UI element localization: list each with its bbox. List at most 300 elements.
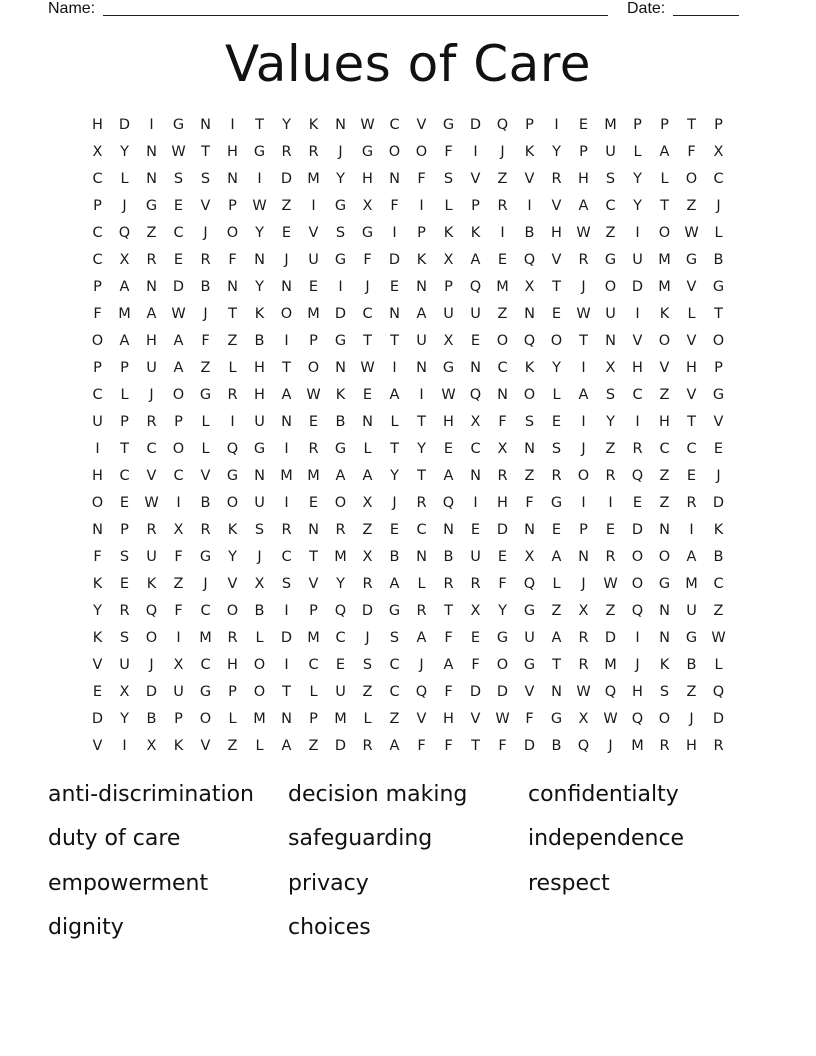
grid-letter: G bbox=[226, 468, 239, 484]
grid-letter: T bbox=[390, 333, 399, 349]
grid-letter: J bbox=[716, 468, 721, 484]
grid-letter: T bbox=[309, 549, 318, 565]
grid-letter: P bbox=[633, 117, 642, 133]
grid-letter: O bbox=[415, 144, 428, 160]
grid-letter: Y bbox=[120, 144, 129, 160]
grid-letter: L bbox=[309, 684, 318, 700]
grid-row bbox=[84, 436, 732, 463]
grid-letter: J bbox=[716, 198, 721, 214]
grid-letter: H bbox=[227, 144, 238, 160]
grid-letter: G bbox=[712, 387, 725, 403]
grid-letter: U bbox=[605, 306, 616, 322]
grid-letter: F bbox=[525, 495, 534, 511]
word-list-item: empowerment bbox=[48, 871, 209, 896]
grid-letter: P bbox=[525, 117, 534, 133]
grid-letter: P bbox=[93, 279, 102, 295]
grid-letter: R bbox=[146, 414, 157, 430]
grid-letter: P bbox=[93, 360, 102, 376]
grid-letter: G bbox=[253, 144, 266, 160]
grid-letter: X bbox=[578, 603, 589, 619]
grid-letter: R bbox=[605, 549, 616, 565]
grid-letter: S bbox=[362, 657, 373, 673]
grid-letter: L bbox=[201, 414, 210, 430]
grid-letter: T bbox=[714, 306, 723, 322]
grid-letter: T bbox=[282, 360, 291, 376]
grid-letter: O bbox=[550, 333, 563, 349]
grid-letter: O bbox=[91, 333, 104, 349]
grid-letter: P bbox=[309, 711, 318, 727]
grid-letter: G bbox=[334, 441, 347, 457]
grid-letter: P bbox=[120, 522, 129, 538]
grid-letter: G bbox=[442, 360, 455, 376]
grid-letter: C bbox=[713, 576, 724, 592]
grid-letter: Y bbox=[282, 117, 291, 133]
grid-letter: I bbox=[284, 657, 289, 673]
grid-letter: I bbox=[635, 306, 640, 322]
grid-letter: C bbox=[119, 468, 130, 484]
grid-letter: I bbox=[635, 630, 640, 646]
grid-letter: Q bbox=[469, 279, 482, 295]
grid-letter: Y bbox=[93, 603, 102, 619]
grid-letter: F bbox=[498, 738, 507, 754]
grid-letter: B bbox=[443, 549, 454, 565]
date-blank-line[interactable] bbox=[673, 0, 739, 16]
grid-letter: G bbox=[685, 252, 698, 268]
grid-letter: Y bbox=[255, 225, 264, 241]
grid-letter: R bbox=[227, 387, 238, 403]
grid-letter: Z bbox=[227, 738, 238, 754]
grid-letter: Q bbox=[523, 576, 536, 592]
grid-letter: Z bbox=[200, 360, 211, 376]
grid-letter: Q bbox=[631, 468, 644, 484]
grid-letter: M bbox=[604, 657, 617, 673]
grid-letter: Y bbox=[552, 144, 561, 160]
grid-letter: F bbox=[363, 252, 372, 268]
grid-letter: Y bbox=[498, 603, 507, 619]
grid-letter: Q bbox=[631, 603, 644, 619]
grid-letter: R bbox=[686, 495, 697, 511]
grid-letter: M bbox=[118, 306, 131, 322]
grid-letter: P bbox=[579, 522, 588, 538]
grid-letter: I bbox=[419, 198, 424, 214]
grid-letter: D bbox=[388, 252, 401, 268]
grid-letter: R bbox=[308, 144, 319, 160]
grid-letter: N bbox=[443, 522, 454, 538]
grid-letter: Z bbox=[686, 198, 697, 214]
grid-letter: L bbox=[255, 630, 264, 646]
grid-letter: U bbox=[146, 360, 157, 376]
grid-letter: O bbox=[658, 225, 671, 241]
word-list-item: dignity bbox=[48, 915, 124, 940]
grid-letter: I bbox=[581, 360, 586, 376]
grid-letter: K bbox=[146, 576, 157, 592]
grid-letter: I bbox=[635, 225, 640, 241]
grid-letter: T bbox=[201, 144, 210, 160]
grid-letter: C bbox=[416, 522, 427, 538]
word-list-item: privacy bbox=[288, 871, 369, 896]
grid-letter: V bbox=[713, 414, 724, 430]
grid-letter: L bbox=[687, 306, 696, 322]
grid-letter: G bbox=[658, 576, 671, 592]
grid-letter: P bbox=[228, 684, 237, 700]
grid-letter: N bbox=[254, 468, 265, 484]
grid-letter: Q bbox=[712, 684, 725, 700]
grid-letter: M bbox=[658, 252, 671, 268]
grid-letter: B bbox=[335, 414, 346, 430]
grid-letter: L bbox=[444, 198, 453, 214]
grid-letter: M bbox=[307, 468, 320, 484]
grid-letter: L bbox=[633, 144, 642, 160]
grid-letter: K bbox=[227, 522, 238, 538]
grid-letter: D bbox=[280, 171, 293, 187]
grid-letter: Y bbox=[552, 360, 561, 376]
grid-letter: R bbox=[605, 468, 616, 484]
grid-letter: R bbox=[578, 630, 589, 646]
grid-letter: A bbox=[470, 252, 481, 268]
grid-letter: R bbox=[416, 495, 427, 511]
grid-letter: K bbox=[524, 144, 535, 160]
grid-letter: O bbox=[388, 144, 401, 160]
grid-letter: N bbox=[200, 117, 211, 133]
grid-letter: D bbox=[604, 630, 617, 646]
grid-letter: C bbox=[470, 441, 481, 457]
grid-letter: E bbox=[281, 225, 292, 241]
grid-letter: E bbox=[389, 279, 400, 295]
grid-letter: L bbox=[552, 576, 561, 592]
grid-letter: M bbox=[307, 306, 320, 322]
grid-letter: A bbox=[362, 468, 373, 484]
grid-letter: N bbox=[524, 306, 535, 322]
grid-letter: R bbox=[281, 144, 292, 160]
grid-letter: H bbox=[92, 117, 103, 133]
grid-letter: J bbox=[689, 711, 694, 727]
grid-row bbox=[84, 166, 732, 193]
grid-letter: R bbox=[551, 171, 562, 187]
grid-letter: E bbox=[686, 468, 697, 484]
grid-letter: X bbox=[146, 738, 157, 754]
grid-letter: I bbox=[257, 171, 262, 187]
grid-letter: G bbox=[550, 711, 563, 727]
grid-letter: V bbox=[200, 198, 211, 214]
grid-letter: L bbox=[201, 441, 210, 457]
grid-letter: T bbox=[471, 738, 480, 754]
grid-letter: O bbox=[685, 171, 698, 187]
grid-letter: Q bbox=[604, 684, 617, 700]
grid-letter: D bbox=[172, 279, 185, 295]
grid-letter: V bbox=[308, 225, 319, 241]
grid-letter: J bbox=[581, 441, 586, 457]
grid-letter: Q bbox=[334, 603, 347, 619]
grid-letter: K bbox=[173, 738, 184, 754]
grid-letter: V bbox=[686, 279, 697, 295]
grid-letter: I bbox=[608, 495, 613, 511]
grid-letter: N bbox=[416, 360, 427, 376]
grid-row bbox=[84, 355, 732, 382]
grid-letter: O bbox=[658, 549, 671, 565]
grid-letter: B bbox=[713, 549, 724, 565]
grid-letter: K bbox=[713, 522, 724, 538]
grid-letter: C bbox=[200, 657, 211, 673]
grid-letter: Z bbox=[497, 171, 508, 187]
grid-letter: R bbox=[470, 576, 481, 592]
grid-letter: O bbox=[253, 657, 266, 673]
grid-letter: C bbox=[92, 387, 103, 403]
grid-letter: O bbox=[658, 711, 671, 727]
grid-letter: R bbox=[443, 576, 454, 592]
grid-letter: V bbox=[416, 117, 427, 133]
grid-letter: T bbox=[228, 306, 237, 322]
page-title: Values of Care bbox=[224, 35, 592, 93]
grid-letter: Q bbox=[226, 441, 239, 457]
grid-letter: E bbox=[578, 117, 589, 133]
grid-letter: U bbox=[119, 657, 130, 673]
grid-letter: C bbox=[92, 252, 103, 268]
grid-letter: G bbox=[523, 603, 536, 619]
grid-letter: O bbox=[280, 306, 293, 322]
grid-letter: C bbox=[92, 171, 103, 187]
grid-letter: R bbox=[551, 468, 562, 484]
grid-letter: F bbox=[93, 549, 102, 565]
word-list-item: safeguarding bbox=[288, 826, 433, 851]
grid-letter: N bbox=[389, 306, 400, 322]
grid-letter: G bbox=[334, 252, 347, 268]
grid-letter: S bbox=[200, 171, 211, 187]
grid-letter: A bbox=[281, 738, 292, 754]
grid-letter: C bbox=[146, 441, 157, 457]
grid-letter: L bbox=[390, 414, 399, 430]
grid-letter: P bbox=[471, 198, 480, 214]
grid-letter: R bbox=[362, 738, 373, 754]
grid-letter: P bbox=[93, 198, 102, 214]
word-list-item: choices bbox=[288, 915, 371, 940]
grid-letter: F bbox=[687, 144, 696, 160]
grid-letter: P bbox=[174, 414, 183, 430]
grid-letter: C bbox=[362, 306, 373, 322]
grid-letter: V bbox=[551, 198, 562, 214]
grid-letter: Z bbox=[659, 495, 670, 511]
grid-letter: H bbox=[254, 387, 265, 403]
grid-row bbox=[84, 301, 732, 328]
grid-letter: J bbox=[392, 495, 397, 511]
grid-letter: P bbox=[120, 360, 129, 376]
grid-letter: I bbox=[554, 117, 559, 133]
grid-letter: R bbox=[146, 522, 157, 538]
grid-letter: M bbox=[334, 549, 347, 565]
grid-letter: C bbox=[92, 225, 103, 241]
grid-letter: O bbox=[226, 603, 239, 619]
grid-letter: K bbox=[254, 306, 265, 322]
grid-letter: F bbox=[228, 252, 237, 268]
grid-letter: U bbox=[443, 306, 454, 322]
grid-letter: L bbox=[120, 387, 129, 403]
grid-letter: X bbox=[524, 549, 535, 565]
grid-letter: S bbox=[605, 387, 616, 403]
grid-letter: D bbox=[334, 738, 347, 754]
grid-letter: V bbox=[146, 468, 157, 484]
grid-letter: N bbox=[281, 711, 292, 727]
grid-letter: A bbox=[281, 387, 292, 403]
grid-letter: C bbox=[281, 549, 292, 565]
grid-letter: O bbox=[658, 333, 671, 349]
grid-letter: J bbox=[284, 252, 289, 268]
name-label: Name: bbox=[48, 0, 96, 17]
grid-letter: Q bbox=[145, 603, 158, 619]
grid-letter: J bbox=[608, 738, 613, 754]
grid-letter: F bbox=[471, 657, 480, 673]
grid-letter: F bbox=[444, 738, 453, 754]
grid-letter: X bbox=[92, 144, 103, 160]
grid-letter: L bbox=[714, 225, 723, 241]
grid-letter: D bbox=[334, 306, 347, 322]
grid-letter: O bbox=[91, 495, 104, 511]
grid-letter: G bbox=[334, 198, 347, 214]
grid-letter: C bbox=[497, 360, 508, 376]
grid-letter: I bbox=[230, 117, 235, 133]
grid-letter: N bbox=[659, 522, 670, 538]
grid-letter: O bbox=[496, 333, 509, 349]
grid-letter: J bbox=[149, 387, 154, 403]
grid-letter: N bbox=[146, 144, 157, 160]
grid-letter: N bbox=[146, 171, 157, 187]
grid-letter: H bbox=[578, 171, 589, 187]
grid-letter: K bbox=[335, 387, 346, 403]
grid-letter: H bbox=[686, 738, 697, 754]
grid-letter: E bbox=[551, 522, 562, 538]
grid-letter: P bbox=[444, 279, 453, 295]
grid-letter: E bbox=[713, 441, 724, 457]
grid-row bbox=[84, 382, 732, 409]
grid-letter: J bbox=[500, 144, 505, 160]
grid-letter: R bbox=[200, 252, 211, 268]
grid-letter: N bbox=[254, 252, 265, 268]
grid-letter: Q bbox=[118, 225, 131, 241]
grid-letter: D bbox=[712, 495, 725, 511]
word-list-item: confidentialty bbox=[528, 782, 679, 807]
grid-letter: J bbox=[203, 576, 208, 592]
grid-letter: D bbox=[145, 684, 158, 700]
grid-letter: L bbox=[660, 171, 669, 187]
grid-letter: W bbox=[576, 684, 591, 700]
word-list-item: respect bbox=[528, 871, 610, 896]
grid-letter: Z bbox=[308, 738, 319, 754]
grid-letter: X bbox=[173, 657, 184, 673]
grid-letter: F bbox=[174, 549, 183, 565]
grid-row bbox=[84, 247, 732, 274]
grid-letter: C bbox=[632, 387, 643, 403]
grid-letter: J bbox=[338, 144, 343, 160]
grid-letter: H bbox=[632, 360, 643, 376]
grid-letter: P bbox=[714, 360, 723, 376]
grid-letter: U bbox=[524, 630, 535, 646]
grid-letter: L bbox=[255, 738, 264, 754]
grid-row bbox=[84, 598, 732, 625]
grid-letter: C bbox=[713, 171, 724, 187]
grid-letter: G bbox=[712, 279, 725, 295]
grid-letter: X bbox=[470, 414, 481, 430]
grid-letter: O bbox=[199, 711, 212, 727]
grid-letter: B bbox=[524, 225, 535, 241]
grid-letter: M bbox=[631, 738, 644, 754]
grid-letter: X bbox=[497, 441, 508, 457]
grid-letter: A bbox=[443, 657, 454, 673]
grid-letter: O bbox=[253, 684, 266, 700]
grid-letter: C bbox=[308, 657, 319, 673]
grid-letter: M bbox=[199, 630, 212, 646]
grid-letter: Q bbox=[577, 738, 590, 754]
grid-letter: T bbox=[687, 117, 696, 133]
grid-letter: F bbox=[498, 414, 507, 430]
grid-letter: K bbox=[443, 225, 454, 241]
grid-letter: N bbox=[308, 522, 319, 538]
grid-letter: N bbox=[416, 279, 427, 295]
grid-letter: H bbox=[659, 414, 670, 430]
grid-letter: D bbox=[496, 684, 509, 700]
grid-letter: R bbox=[119, 603, 130, 619]
grid-letter: Y bbox=[633, 171, 642, 187]
grid-letter: T bbox=[579, 333, 588, 349]
grid-letter: L bbox=[363, 711, 372, 727]
grid-letter: G bbox=[172, 117, 185, 133]
grid-letter: U bbox=[92, 414, 103, 430]
grid-letter: I bbox=[392, 360, 397, 376]
grid-letter: J bbox=[419, 657, 424, 673]
grid-letter: S bbox=[551, 441, 562, 457]
grid-letter: P bbox=[417, 225, 426, 241]
grid-letter: X bbox=[254, 576, 265, 592]
grid-letter: L bbox=[228, 711, 237, 727]
grid-letter: N bbox=[416, 549, 427, 565]
grid-letter: Z bbox=[551, 603, 562, 619]
grid-letter: L bbox=[120, 171, 129, 187]
grid-letter: Y bbox=[228, 549, 237, 565]
grid-letter: O bbox=[226, 495, 239, 511]
grid-letter: Q bbox=[523, 333, 536, 349]
grid-letter: P bbox=[309, 333, 318, 349]
grid-letter: S bbox=[335, 225, 346, 241]
word-list-item: independence bbox=[528, 826, 685, 851]
grid-letter: O bbox=[523, 387, 536, 403]
grid-letter: I bbox=[176, 630, 181, 646]
grid-letter: M bbox=[253, 711, 266, 727]
grid-letter: I bbox=[392, 225, 397, 241]
grid-row bbox=[84, 328, 732, 355]
grid-letter: J bbox=[635, 657, 640, 673]
grid-row bbox=[84, 625, 732, 652]
grid-letter: I bbox=[311, 198, 316, 214]
grid-letter: A bbox=[173, 333, 184, 349]
grid-letter: Y bbox=[390, 468, 399, 484]
grid-row bbox=[84, 706, 732, 733]
name-blank-line[interactable] bbox=[103, 0, 608, 16]
grid-letter: G bbox=[685, 630, 698, 646]
grid-letter: S bbox=[524, 414, 535, 430]
grid-letter: Y bbox=[120, 711, 129, 727]
grid-letter: V bbox=[686, 387, 697, 403]
grid-letter: C bbox=[389, 684, 400, 700]
grid-letter: Z bbox=[659, 387, 670, 403]
grid-row bbox=[84, 463, 732, 490]
grid-letter: Q bbox=[631, 711, 644, 727]
grid-letter: T bbox=[687, 414, 696, 430]
grid-letter: H bbox=[443, 414, 454, 430]
grid-letter: N bbox=[497, 387, 508, 403]
grid-letter: S bbox=[119, 630, 130, 646]
grid-letter: H bbox=[227, 657, 238, 673]
grid-letter: U bbox=[605, 144, 616, 160]
grid-letter: S bbox=[389, 630, 400, 646]
word-search-grid bbox=[84, 112, 732, 760]
grid-letter: R bbox=[497, 198, 508, 214]
